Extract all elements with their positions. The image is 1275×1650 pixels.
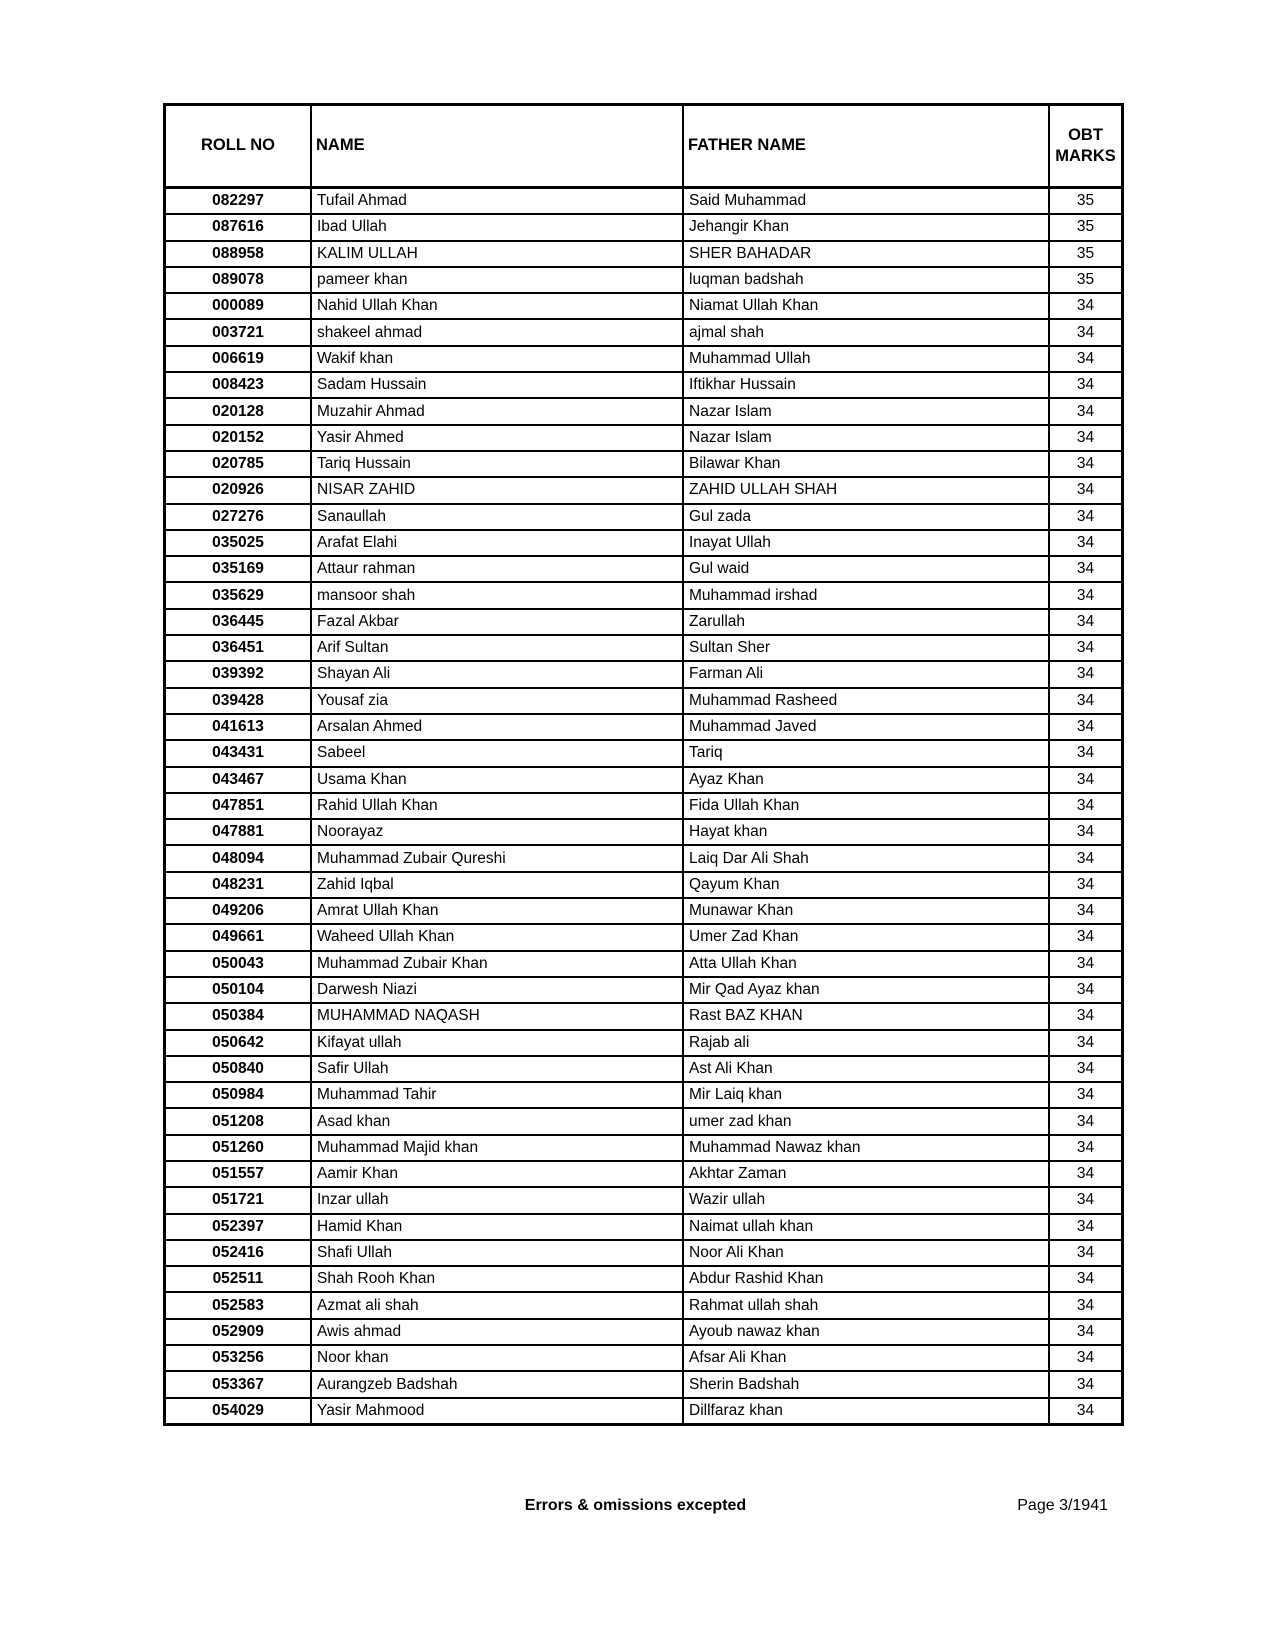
obt-marks-cell: 34 (1049, 425, 1123, 451)
obt-marks-cell: 34 (1049, 398, 1123, 424)
roll-no-cell: 050840 (165, 1056, 312, 1082)
table-row (165, 951, 1123, 977)
roll-no-cell: 088958 (165, 241, 312, 267)
name-cell: Azmat ali shah (311, 1292, 683, 1318)
roll-no-cell: 050104 (165, 977, 312, 1003)
name-cell: Aamir Khan (311, 1161, 683, 1187)
name-cell: Muzahir Ahmad (311, 398, 683, 424)
name-cell: Darwesh Niazi (311, 977, 683, 1003)
roll-no-cell: 052511 (165, 1266, 312, 1292)
father-name-cell: Naimat ullah khan (683, 1214, 1049, 1240)
obt-marks-cell: 34 (1049, 609, 1123, 635)
table-row (165, 530, 1123, 556)
obt-marks-cell: 34 (1049, 924, 1123, 950)
table-row (165, 267, 1123, 293)
obt-marks-cell: 34 (1049, 477, 1123, 503)
obt-marks-cell: 34 (1049, 1030, 1123, 1056)
obt-marks-cell: 35 (1049, 188, 1123, 215)
name-cell: NISAR ZAHID (311, 477, 683, 503)
roll-no-cell: 089078 (165, 267, 312, 293)
name-cell: Zahid Iqbal (311, 872, 683, 898)
name-cell: Safir Ullah (311, 1056, 683, 1082)
table-row (165, 1371, 1123, 1397)
name-cell: Tufail Ahmad (311, 188, 683, 215)
table-row (165, 504, 1123, 530)
table-row (165, 214, 1123, 240)
roll-no-cell: 050642 (165, 1030, 312, 1056)
roll-no-cell: 052909 (165, 1319, 312, 1345)
father-name-cell: Gul waid (683, 556, 1049, 582)
name-cell: Shah Rooh Khan (311, 1266, 683, 1292)
father-name-cell: Bilawar Khan (683, 451, 1049, 477)
father-name-cell: Atta Ullah Khan (683, 951, 1049, 977)
table-row (165, 1056, 1123, 1082)
header-name: NAME (311, 105, 683, 188)
obt-marks-cell: 34 (1049, 714, 1123, 740)
table-row (165, 1240, 1123, 1266)
name-cell: Muhammad Tahir (311, 1082, 683, 1108)
obt-marks-cell: 34 (1049, 1371, 1123, 1397)
table-row (165, 1319, 1123, 1345)
roll-no-cell: 087616 (165, 214, 312, 240)
table-row (165, 188, 1123, 215)
father-name-cell: Noor Ali Khan (683, 1240, 1049, 1266)
obt-marks-cell: 34 (1049, 1082, 1123, 1108)
roll-no-cell: 048094 (165, 845, 312, 871)
father-name-cell: Qayum Khan (683, 872, 1049, 898)
table-row (165, 1398, 1123, 1425)
obt-marks-cell: 34 (1049, 346, 1123, 372)
father-name-cell: Umer Zad Khan (683, 924, 1049, 950)
obt-marks-cell: 34 (1049, 582, 1123, 608)
name-cell: Noor khan (311, 1345, 683, 1371)
results-table-body (165, 188, 1123, 1425)
name-cell: Yasir Mahmood (311, 1398, 683, 1425)
name-cell: shakeel ahmad (311, 319, 683, 345)
father-name-cell: Said Muhammad (683, 188, 1049, 215)
roll-no-cell: 051557 (165, 1161, 312, 1187)
table-row (165, 924, 1123, 950)
father-name-cell: Inayat Ullah (683, 530, 1049, 556)
father-name-cell: luqman badshah (683, 267, 1049, 293)
name-cell: Sabeel (311, 740, 683, 766)
roll-no-cell: 003721 (165, 319, 312, 345)
father-name-cell: Abdur Rashid Khan (683, 1266, 1049, 1292)
table-row (165, 872, 1123, 898)
roll-no-cell: 043431 (165, 740, 312, 766)
table-row (165, 1161, 1123, 1187)
name-cell: Awis ahmad (311, 1319, 683, 1345)
obt-marks-cell: 34 (1049, 1398, 1123, 1425)
table-row (165, 1292, 1123, 1318)
table-row (165, 1135, 1123, 1161)
name-cell: Amrat Ullah Khan (311, 898, 683, 924)
father-name-cell: Tariq (683, 740, 1049, 766)
table-row (165, 740, 1123, 766)
father-name-cell: Sultan Sher (683, 635, 1049, 661)
table-row (165, 372, 1123, 398)
father-name-cell: Muhammad Ullah (683, 346, 1049, 372)
roll-no-cell: 051260 (165, 1135, 312, 1161)
name-cell: Shafi Ullah (311, 1240, 683, 1266)
father-name-cell: ajmal shah (683, 319, 1049, 345)
table-row (165, 661, 1123, 687)
father-name-cell: Afsar Ali Khan (683, 1345, 1049, 1371)
header-row (165, 105, 1123, 188)
father-name-cell: SHER BAHADAR (683, 241, 1049, 267)
obt-marks-cell: 34 (1049, 793, 1123, 819)
name-cell: Arafat Elahi (311, 530, 683, 556)
name-cell: Attaur rahman (311, 556, 683, 582)
name-cell: Muhammad Zubair Khan (311, 951, 683, 977)
roll-no-cell: 036451 (165, 635, 312, 661)
roll-no-cell: 047881 (165, 819, 312, 845)
name-cell: Asad khan (311, 1108, 683, 1134)
roll-no-cell: 020128 (165, 398, 312, 424)
footer-page-number: Page 3/1941 (1017, 1497, 1108, 1514)
table-row (165, 1214, 1123, 1240)
obt-marks-cell: 34 (1049, 688, 1123, 714)
roll-no-cell: 051721 (165, 1187, 312, 1213)
obt-marks-cell: 34 (1049, 1266, 1123, 1292)
obt-marks-cell: 35 (1049, 267, 1123, 293)
father-name-cell: Hayat khan (683, 819, 1049, 845)
table-row (165, 398, 1123, 424)
obt-marks-cell: 34 (1049, 1292, 1123, 1318)
obt-marks-cell: 34 (1049, 819, 1123, 845)
name-cell: Usama Khan (311, 767, 683, 793)
father-name-cell: umer zad khan (683, 1108, 1049, 1134)
obt-marks-cell: 34 (1049, 1161, 1123, 1187)
name-cell: Sadam Hussain (311, 372, 683, 398)
name-cell: mansoor shah (311, 582, 683, 608)
header-obt-marks: OBT MARKS (1049, 105, 1123, 188)
roll-no-cell: 054029 (165, 1398, 312, 1425)
name-cell: Fazal Akbar (311, 609, 683, 635)
roll-no-cell: 050984 (165, 1082, 312, 1108)
table-row (165, 793, 1123, 819)
name-cell: KALIM ULLAH (311, 241, 683, 267)
obt-marks-cell: 34 (1049, 556, 1123, 582)
table-row (165, 977, 1123, 1003)
table-row (165, 556, 1123, 582)
name-cell: pameer khan (311, 267, 683, 293)
obt-marks-cell: 35 (1049, 214, 1123, 240)
obt-marks-cell: 34 (1049, 1135, 1123, 1161)
obt-marks-cell: 34 (1049, 951, 1123, 977)
father-name-cell: Ast Ali Khan (683, 1056, 1049, 1082)
father-name-cell: Muhammad Nawaz khan (683, 1135, 1049, 1161)
father-name-cell: Ayaz Khan (683, 767, 1049, 793)
roll-no-cell: 020926 (165, 477, 312, 503)
table-row (165, 1266, 1123, 1292)
table-row (165, 1108, 1123, 1134)
obt-marks-cell: 34 (1049, 767, 1123, 793)
roll-no-cell: 000089 (165, 293, 312, 319)
father-name-cell: Akhtar Zaman (683, 1161, 1049, 1187)
table-row (165, 1345, 1123, 1371)
roll-no-cell: 006619 (165, 346, 312, 372)
table-row (165, 767, 1123, 793)
table-row (165, 714, 1123, 740)
father-name-cell: Jehangir Khan (683, 214, 1049, 240)
roll-no-cell: 049661 (165, 924, 312, 950)
name-cell: Waheed Ullah Khan (311, 924, 683, 950)
table-row (165, 1030, 1123, 1056)
results-table (163, 103, 1124, 1426)
name-cell: Rahid Ullah Khan (311, 793, 683, 819)
name-cell: Ibad Ullah (311, 214, 683, 240)
obt-marks-cell: 34 (1049, 372, 1123, 398)
father-name-cell: Munawar Khan (683, 898, 1049, 924)
obt-marks-cell: 34 (1049, 977, 1123, 1003)
name-cell: Muhammad Zubair Qureshi (311, 845, 683, 871)
name-cell: Wakif khan (311, 346, 683, 372)
table-row (165, 582, 1123, 608)
table-row (165, 898, 1123, 924)
name-cell: Muhammad Majid khan (311, 1135, 683, 1161)
table-row (165, 688, 1123, 714)
obt-marks-cell: 34 (1049, 845, 1123, 871)
father-name-cell: Niamat Ullah Khan (683, 293, 1049, 319)
name-cell: Nahid Ullah Khan (311, 293, 683, 319)
table-row (165, 1082, 1123, 1108)
obt-marks-cell: 34 (1049, 530, 1123, 556)
father-name-cell: ZAHID ULLAH SHAH (683, 477, 1049, 503)
obt-marks-cell: 34 (1049, 451, 1123, 477)
roll-no-cell: 036445 (165, 609, 312, 635)
table-row (165, 845, 1123, 871)
roll-no-cell: 052583 (165, 1292, 312, 1318)
table-row (165, 241, 1123, 267)
table-row (165, 451, 1123, 477)
father-name-cell: Mir Laiq khan (683, 1082, 1049, 1108)
name-cell: Kifayat ullah (311, 1030, 683, 1056)
name-cell: Arif Sultan (311, 635, 683, 661)
father-name-cell: Gul zada (683, 504, 1049, 530)
father-name-cell: Nazar Islam (683, 398, 1049, 424)
obt-marks-cell: 34 (1049, 1108, 1123, 1134)
father-name-cell: Rajab ali (683, 1030, 1049, 1056)
father-name-cell: Sherin Badshah (683, 1371, 1049, 1397)
name-cell: Sanaullah (311, 504, 683, 530)
obt-marks-cell: 34 (1049, 1319, 1123, 1345)
roll-no-cell: 047851 (165, 793, 312, 819)
obt-marks-cell: 35 (1049, 241, 1123, 267)
roll-no-cell: 051208 (165, 1108, 312, 1134)
header-roll-no: ROLL NO (165, 105, 312, 188)
table-row (165, 477, 1123, 503)
father-name-cell: Laiq Dar Ali Shah (683, 845, 1049, 871)
obt-marks-cell: 34 (1049, 504, 1123, 530)
obt-marks-cell: 34 (1049, 661, 1123, 687)
roll-no-cell: 035169 (165, 556, 312, 582)
roll-no-cell: 041613 (165, 714, 312, 740)
father-name-cell: Wazir ullah (683, 1187, 1049, 1213)
table-row (165, 1187, 1123, 1213)
roll-no-cell: 043467 (165, 767, 312, 793)
obt-marks-cell: 34 (1049, 1345, 1123, 1371)
obt-marks-cell: 34 (1049, 1056, 1123, 1082)
table-row (165, 819, 1123, 845)
roll-no-cell: 052416 (165, 1240, 312, 1266)
name-cell: Shayan Ali (311, 661, 683, 687)
roll-no-cell: 035629 (165, 582, 312, 608)
father-name-cell: Dillfaraz khan (683, 1398, 1049, 1425)
table-row (165, 293, 1123, 319)
roll-no-cell: 020785 (165, 451, 312, 477)
name-cell: Yousaf zia (311, 688, 683, 714)
father-name-cell: Rast BAZ KHAN (683, 1003, 1049, 1029)
page-footer (163, 1497, 1108, 1521)
father-name-cell: Ayoub nawaz khan (683, 1319, 1049, 1345)
table-row (165, 635, 1123, 661)
name-cell: Arsalan Ahmed (311, 714, 683, 740)
name-cell: Yasir Ahmed (311, 425, 683, 451)
name-cell: Aurangzeb Badshah (311, 1371, 683, 1397)
obt-marks-cell: 34 (1049, 635, 1123, 661)
obt-marks-cell: 34 (1049, 293, 1123, 319)
table-row (165, 609, 1123, 635)
father-name-cell: Muhammad Rasheed (683, 688, 1049, 714)
father-name-cell: Iftikhar Hussain (683, 372, 1049, 398)
name-cell: Hamid Khan (311, 1214, 683, 1240)
father-name-cell: Fida Ullah Khan (683, 793, 1049, 819)
father-name-cell: Rahmat ullah shah (683, 1292, 1049, 1318)
table-row (165, 346, 1123, 372)
obt-marks-cell: 34 (1049, 740, 1123, 766)
roll-no-cell: 053256 (165, 1345, 312, 1371)
roll-no-cell: 050384 (165, 1003, 312, 1029)
obt-marks-cell: 34 (1049, 1214, 1123, 1240)
roll-no-cell: 020152 (165, 425, 312, 451)
obt-marks-cell: 34 (1049, 898, 1123, 924)
roll-no-cell: 039428 (165, 688, 312, 714)
father-name-cell: Zarullah (683, 609, 1049, 635)
table-row (165, 1003, 1123, 1029)
table-row (165, 319, 1123, 345)
name-cell: Noorayaz (311, 819, 683, 845)
roll-no-cell: 052397 (165, 1214, 312, 1240)
roll-no-cell: 035025 (165, 530, 312, 556)
father-name-cell: Muhammad Javed (683, 714, 1049, 740)
obt-marks-cell: 34 (1049, 872, 1123, 898)
name-cell: MUHAMMAD NAQASH (311, 1003, 683, 1029)
roll-no-cell: 082297 (165, 188, 312, 215)
name-cell: Tariq Hussain (311, 451, 683, 477)
header-father-name: FATHER NAME (683, 105, 1049, 188)
footer-disclaimer: Errors & omissions excepted (524, 1497, 747, 1514)
results-table-header (165, 105, 1123, 188)
obt-marks-cell: 34 (1049, 1003, 1123, 1029)
roll-no-cell: 008423 (165, 372, 312, 398)
roll-no-cell: 048231 (165, 872, 312, 898)
obt-marks-cell: 34 (1049, 1240, 1123, 1266)
obt-marks-cell: 34 (1049, 319, 1123, 345)
table-row (165, 425, 1123, 451)
father-name-cell: Muhammad irshad (683, 582, 1049, 608)
roll-no-cell: 049206 (165, 898, 312, 924)
roll-no-cell: 027276 (165, 504, 312, 530)
roll-no-cell: 053367 (165, 1371, 312, 1397)
father-name-cell: Farman Ali (683, 661, 1049, 687)
father-name-cell: Mir Qad Ayaz khan (683, 977, 1049, 1003)
roll-no-cell: 050043 (165, 951, 312, 977)
roll-no-cell: 039392 (165, 661, 312, 687)
obt-marks-cell: 34 (1049, 1187, 1123, 1213)
name-cell: Inzar ullah (311, 1187, 683, 1213)
father-name-cell: Nazar Islam (683, 425, 1049, 451)
